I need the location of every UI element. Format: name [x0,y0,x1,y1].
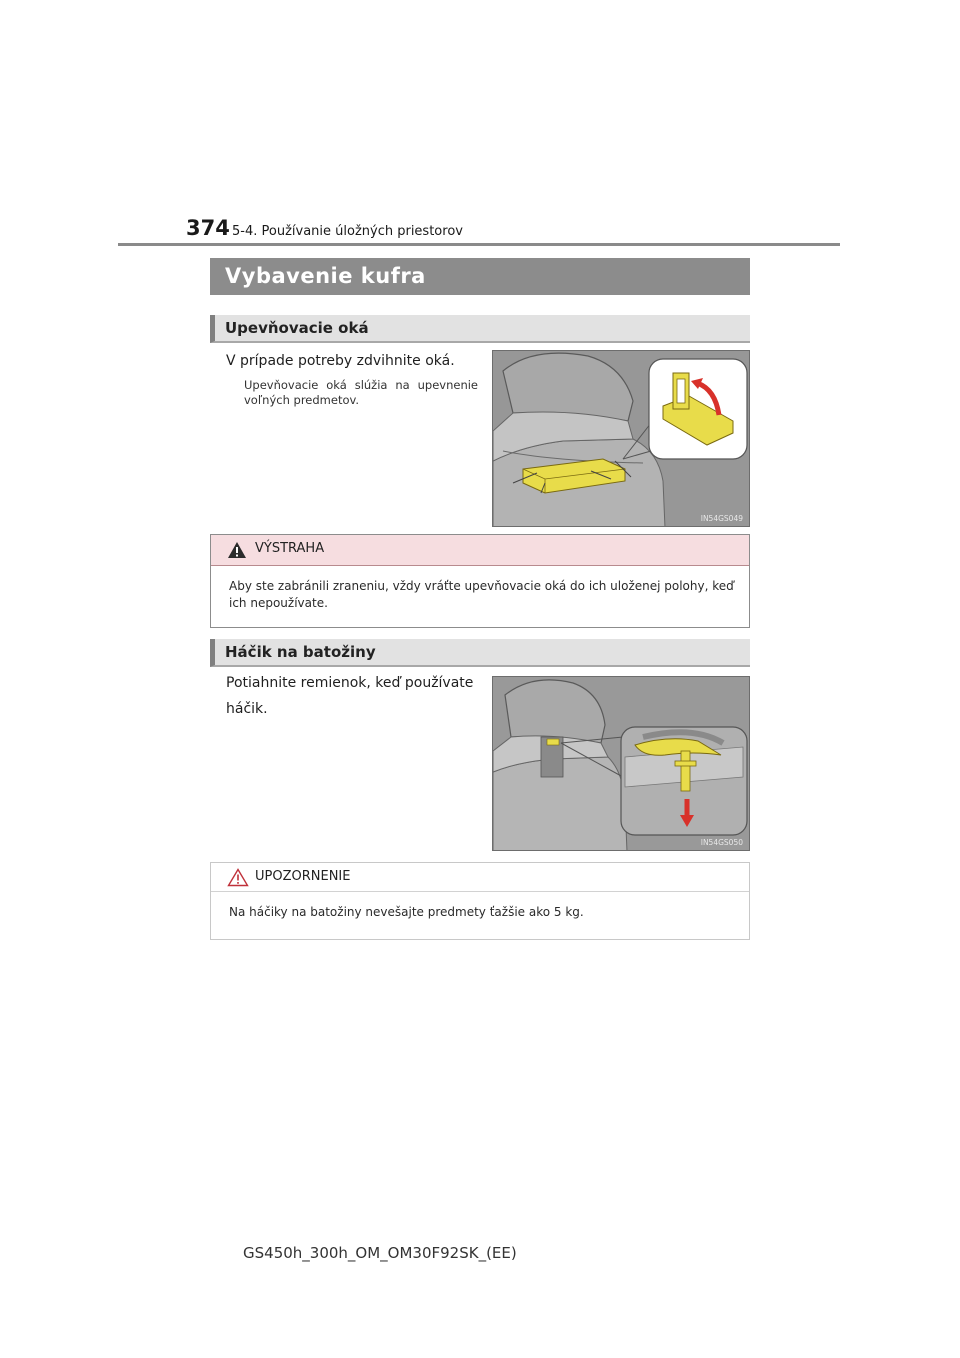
hook-heading: Háčik na batožiny [210,639,750,667]
warning-label: VÝSTRAHA [255,541,325,556]
figure-code: IN54GS050 [700,838,743,847]
tie-down-heading: Upevňovacie oká [210,315,750,343]
tie-down-note: Upevňovacie oká slúžia na upevnenie voľných predmetov. [244,378,478,407]
footer-code: GS450h_300h_OM_OM30F92SK_(EE) [243,1244,517,1262]
notice-text: Na háčiky na batožiny nevešajte predmety ťažšie ako 5 kg. [229,905,584,919]
notice-label: UPOZORNENIE [255,869,351,884]
hook-instruction: Potiahnite remienok, keď používate háčik. [226,675,474,717]
trunk-tie-down-drawing [493,351,750,527]
warning-header [211,535,749,566]
notice-box [210,862,750,940]
main-title: Vybavenie kufra [210,258,750,295]
tie-down-instruction: V prípade potreby zdvihnite oká. [226,353,455,369]
header-rule [118,243,840,246]
section-title: 5-4. Používanie úložných priestorov [232,224,463,239]
caution-triangle-icon [227,868,249,887]
warning-text: Aby ste zabránili zraneniu, vždy vráťte upevňovacie oká do ich uloženej polohy, keď ich nepoužívate. [229,579,734,610]
page-number: 374 [186,216,230,240]
trunk-hook-drawing [493,677,750,851]
warning-box [210,534,750,628]
figure-code: IN54GS049 [700,514,743,523]
warning-triangle-icon [227,541,247,559]
hook-illustration [492,676,750,851]
tie-down-illustration [492,350,750,527]
notice-header [211,863,749,892]
